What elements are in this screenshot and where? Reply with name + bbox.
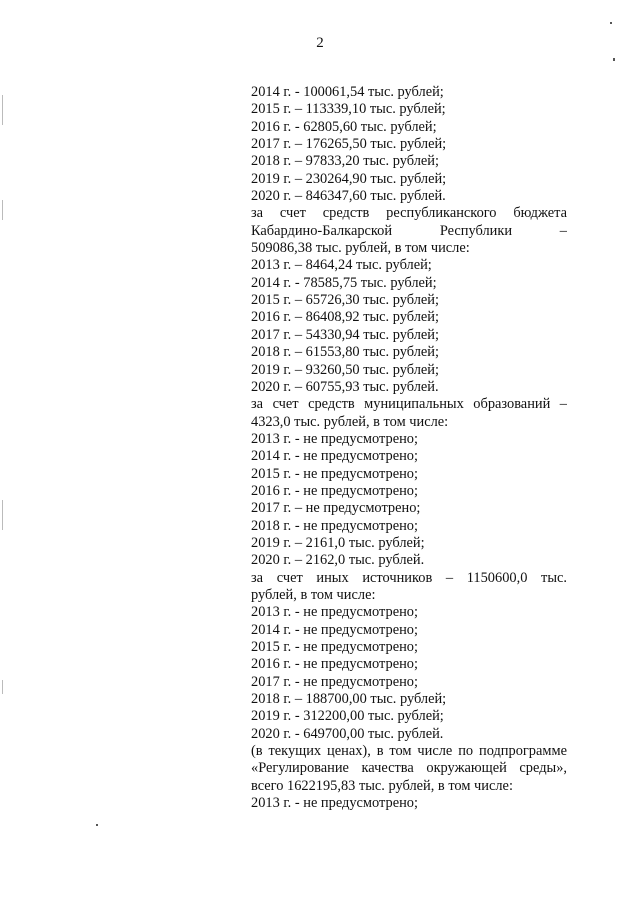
text-line: 2014 г. - 100061,54 тыс. рублей; — [251, 84, 444, 100]
text-line: 2017 г. - не предусмотрено; — [251, 673, 418, 690]
body-text — [251, 84, 567, 812]
scan-mark — [2, 200, 3, 220]
scan-mark — [610, 22, 612, 24]
text-line: 2016 г. - не предусмотрено; — [251, 656, 418, 673]
text-line: 2019 г. – 2161,0 тыс. рублей; — [251, 534, 425, 551]
text-line: 2013 г. - не предусмотрено; — [251, 430, 418, 447]
page-number: 2 — [316, 35, 324, 51]
text-line: 2019 г. – 230264,90 тыс. рублей; — [251, 170, 447, 187]
scan-mark — [2, 95, 3, 125]
scan-mark — [2, 500, 3, 530]
text-line: 2020 г. – 60755,93 тыс. рублей. — [251, 378, 439, 395]
text-line: 2018 г. – 97833,20 тыс. рублей; — [251, 153, 439, 170]
text-line: 2020 г. – 2162,0 тыс. рублей. — [251, 552, 425, 569]
text-line: 2018 г. – 188700,00 тыс. рублей; — [251, 691, 447, 708]
text-line: (в текущих ценах), в том числе по подпрограмме — [251, 743, 567, 760]
text-line: 2019 г. - 312200,00 тыс. рублей; — [251, 708, 444, 725]
scan-mark — [96, 824, 98, 826]
text-line: 4323,0 тыс. рублей, в том числе: — [251, 413, 449, 430]
text-line: 2017 г. – не предусмотрено; — [251, 500, 421, 517]
text-line: за счет средств республиканского бюджета — [251, 205, 567, 222]
text-line: 2015 г. – 113339,10 тыс. рублей; — [251, 101, 446, 118]
text-line: 2014 г. - не предусмотрено; — [251, 621, 418, 638]
text-line: 509086,38 тыс. рублей, в том числе: — [251, 240, 470, 257]
text-line: 2015 г. - не предусмотрено; — [251, 639, 418, 655]
text-line: 2014 г. - не предусмотрено; — [251, 448, 418, 465]
text-line: 2015 г. - не предусмотрено; — [251, 465, 418, 482]
text-line: 2013 г. - не предусмотрено; — [251, 795, 418, 812]
text-line: 2013 г. – 8464,24 тыс. рублей; — [251, 257, 432, 274]
text-line: 2016 г. - 62805,60 тыс. рублей; — [251, 118, 437, 135]
text-line: 2013 г. - не предусмотрено; — [251, 604, 418, 621]
text-line: за счет иных источников – 1150600,0 тыс. — [251, 569, 567, 586]
text-line: 2018 г. - не предусмотрено; — [251, 517, 418, 534]
text-line: 2020 г. – 846347,60 тыс. рублей. — [251, 188, 446, 205]
text-line: рублей, в том числе: — [251, 586, 376, 603]
text-line: «Регулирование качества окружающей среды», — [251, 760, 567, 777]
text-line: Кабардино-Балкарской Республики – — [251, 222, 567, 239]
text-line: за счет средств муниципальных образований – — [251, 396, 567, 413]
text-line: 2016 г. – 86408,92 тыс. рублей; — [251, 309, 439, 326]
text-line: всего 1622195,83 тыс. рублей, в том числе: — [251, 777, 513, 794]
text-line: 2017 г. – 54330,94 тыс. рублей; — [251, 326, 439, 343]
text-line: 2016 г. - не предусмотрено; — [251, 482, 418, 499]
text-line: 2020 г. - 649700,00 тыс. рублей. — [251, 725, 444, 742]
scan-mark — [613, 58, 615, 61]
text-line: 2017 г. – 176265,50 тыс. рублей; — [251, 136, 447, 153]
text-line: 2019 г. – 93260,50 тыс. рублей; — [251, 361, 439, 378]
scan-mark — [2, 680, 3, 694]
text-line: 2014 г. - 78585,75 тыс. рублей; — [251, 274, 437, 291]
text-line: 2015 г. – 65726,30 тыс. рублей; — [251, 292, 439, 309]
text-line: 2018 г. – 61553,80 тыс. рублей; — [251, 344, 439, 361]
